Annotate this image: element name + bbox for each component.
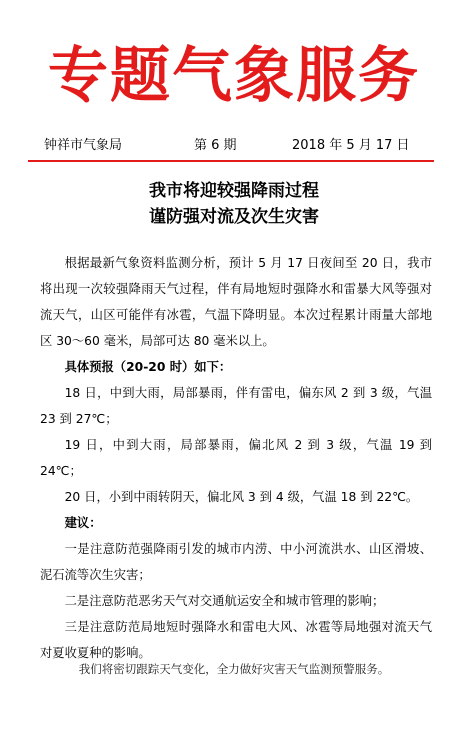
forecast-heading: 具体预报（20-20 时）如下： [64,360,232,374]
forecast-day: 20 日，小到中雨转阴天，偏北风 3 到 4 级，气温 18 到 22℃。 [64,490,419,504]
header-divider [28,160,434,162]
forecast-day: 18 日，中到大雨，局部暴雨，伴有雷电，偏东风 2 到 3 级，气温 23 到 27℃； [40,386,432,426]
advice-item: 二是注意防范恶劣天气对交通航运安全和城市管理的影响； [64,594,385,608]
footer-note: 我们将密切跟踪天气变化，全力做好灾害天气监测预警服务。 [78,662,390,676]
intro-paragraph: 根据最新气象资料监测分析，预计 5 月 17 日夜间至 20 日，我市将出现一次较强降雨天气过程，伴有局地短时强降水和雷暴大风等强对流天气，山区可能伴有冰雹，气温下降明显。本次过程累计雨量大部地区 30～60 毫米，局部可达 80 毫米以上。 [40,256,432,348]
article-body [40,250,432,666]
headline-line-1: 我市将迎较强降雨过程 [149,181,319,201]
headline-line-2: 谨防强对流及次生灾害 [149,207,319,227]
advice-item: 三是注意防范局地短时强降水和雷电大风、冰雹等局地强对流天气对夏收夏种的影响。 [40,620,432,660]
advice-item: 一是注意防范强降雨引发的城市内涝、中小河流洪水、山区滑坡、泥石流等次生灾害； [40,542,432,582]
issue-number: 第 6 期 [194,138,237,153]
advice-heading: 建议： [64,516,102,530]
issue-date: 2018 年 5 月 17 日 [292,138,410,153]
issuer: 钟祥市气象局 [44,138,123,153]
masthead-title: 专题气象服务 [48,41,420,111]
forecast-day: 19 日，中到大雨，局部暴雨，偏北风 2 到 3 级，气温 19 到 24℃； [40,438,432,478]
